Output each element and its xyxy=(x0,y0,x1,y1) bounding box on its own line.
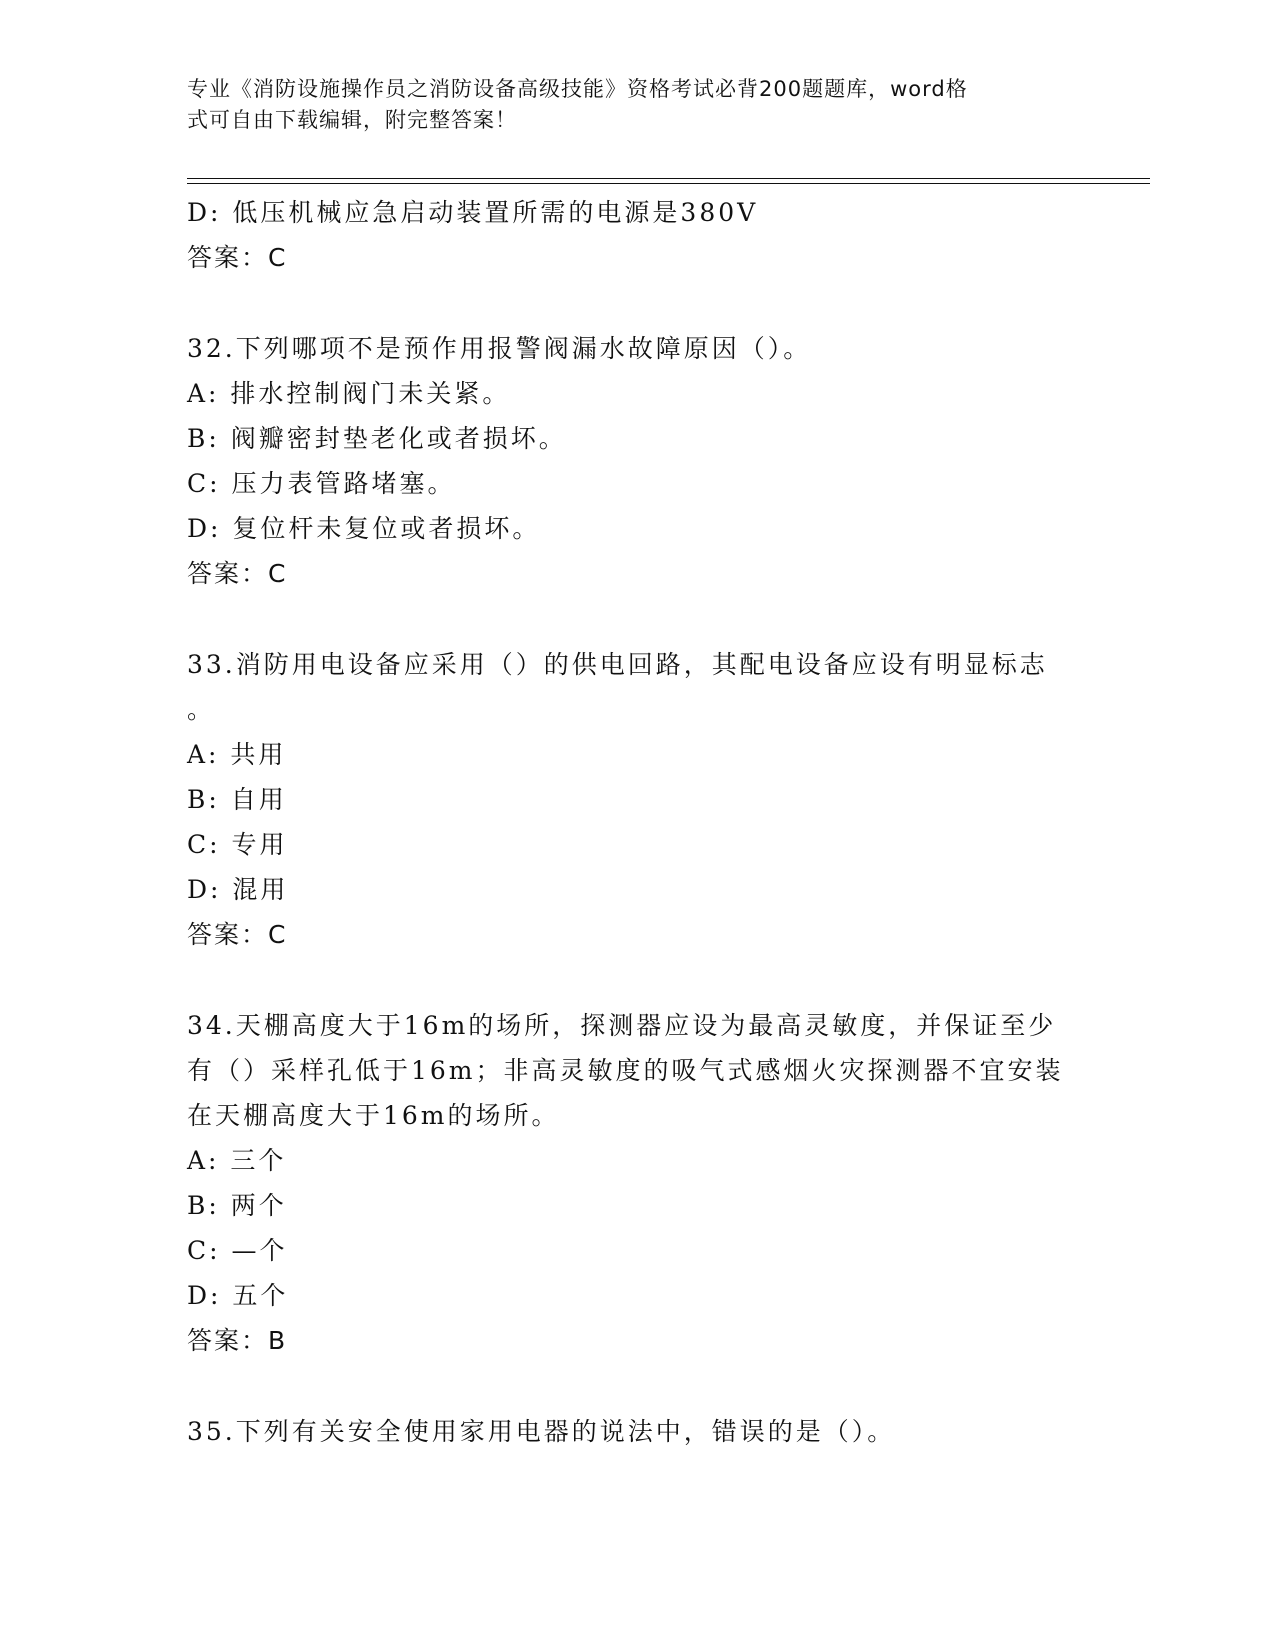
header-line-1: 专业《消防设施操作员之消防设备高级技能》资格考试必背200题题库，word格 xyxy=(187,77,968,101)
question-stem: 35.下列有关安全使用家用电器的说法中，错误的是（）。 xyxy=(187,1417,896,1446)
option-d: D: 低压机械应急启动装置所需的电源是380V xyxy=(187,198,759,227)
question-34 xyxy=(187,1003,1087,1364)
option-c: C: 压力表管路堵塞。 xyxy=(187,469,456,498)
question-stem: 34.天棚高度大于16m的场所，探测器应设为最高灵敏度，并保证至少 xyxy=(187,1011,1057,1040)
question-35 xyxy=(187,1409,1087,1454)
answer-line: 答案：C xyxy=(187,243,288,272)
answer-line: 答案：C xyxy=(187,920,288,949)
question-stem: 32.下列哪项不是预作用报警阀漏水故障原因（）。 xyxy=(187,334,812,363)
answer-line: 答案：B xyxy=(187,1326,288,1355)
spacer xyxy=(187,1364,1087,1409)
spacer xyxy=(187,597,1087,642)
option-d: D: 混用 xyxy=(187,875,289,904)
question-stem-continued: 在天棚高度大于16m的场所。 xyxy=(187,1101,560,1130)
answer-line: 答案：C xyxy=(187,559,288,588)
spacer xyxy=(187,958,1087,1003)
option-b: B: 两个 xyxy=(187,1191,287,1220)
option-a: A: 排水控制阀门未关紧。 xyxy=(187,379,511,408)
header-divider-top xyxy=(187,178,1150,179)
question-stem: 33.消防用电设备应采用（）的供电回路，其配电设备应设有明显标志 xyxy=(187,650,1048,679)
question-33 xyxy=(187,642,1087,958)
option-b: B: 自用 xyxy=(187,785,287,814)
document-header xyxy=(187,74,1067,136)
option-a: A: 三个 xyxy=(187,1146,287,1175)
option-a: A: 共用 xyxy=(187,740,287,769)
option-c: C: 专用 xyxy=(187,830,288,859)
option-c: C: —个 xyxy=(187,1236,288,1265)
question-stem-continued: 。 xyxy=(187,695,216,724)
option-d: D: 复位杆未复位或者损坏。 xyxy=(187,514,541,543)
option-d: D: 五个 xyxy=(187,1281,289,1310)
question-stem-continued: 有（）采样孔低于16m；非高灵敏度的吸气式感烟火灾探测器不宜安装 xyxy=(187,1056,1064,1085)
header-line-2: 式可自由下载编辑，附完整答案！ xyxy=(187,108,517,132)
header-divider-bottom xyxy=(187,183,1150,184)
question-list xyxy=(187,190,1087,1454)
spacer xyxy=(187,281,1087,326)
question-32 xyxy=(187,326,1087,597)
option-b: B: 阀瓣密封垫老化或者损坏。 xyxy=(187,424,567,453)
